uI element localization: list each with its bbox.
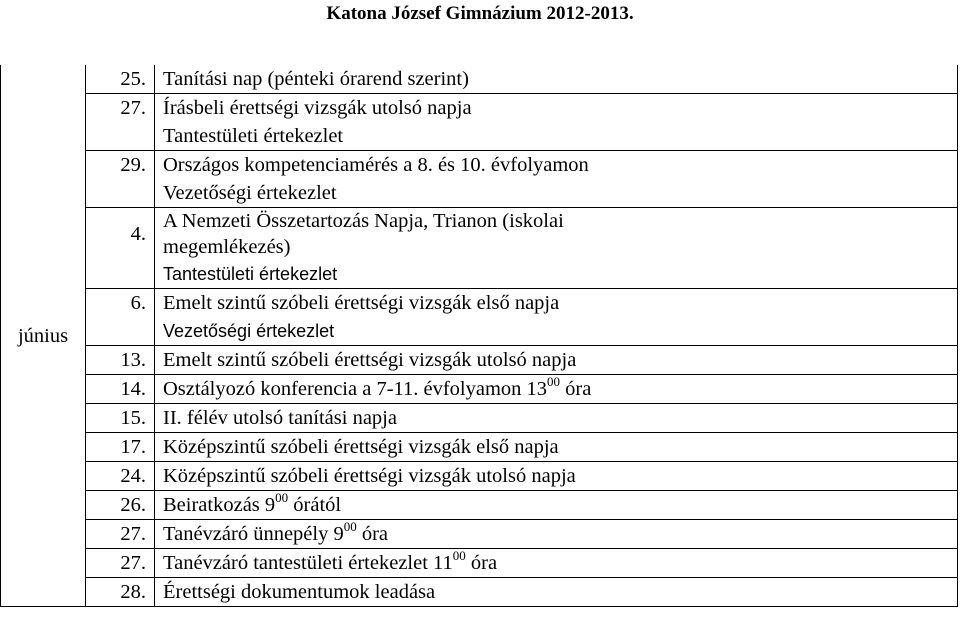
day-cell: 27. (86, 520, 155, 549)
table-row (1, 65, 958, 94)
day-cell: 6. (86, 289, 155, 318)
day-cell (86, 122, 155, 151)
day-cell (86, 179, 155, 208)
table-row (1, 491, 958, 520)
day-cell: 27. (86, 549, 155, 578)
table-row (1, 375, 958, 404)
table-row (1, 520, 958, 549)
event-text-line: A Nemzeti Összetartozás Napja, Trianon (iskolai (163, 210, 564, 232)
event-cell: Tanítási nap (pénteki órarend szerint) (155, 65, 958, 94)
event-cell: Írásbeli érettségi vizsgák utolsó napja (155, 94, 958, 123)
event-cell: Vezetőségi értekezlet (155, 179, 958, 208)
event-cell (155, 549, 958, 578)
day-cell: 29. (86, 151, 155, 180)
day-cell: 15. (86, 404, 155, 433)
day-cell: 25. (86, 65, 155, 94)
table-row (1, 94, 958, 123)
event-cell: Tantestületi értekezlet (155, 122, 958, 151)
table-row (1, 179, 958, 208)
month-label: június (1, 65, 86, 607)
day-cell (86, 317, 155, 346)
time-superscript: 00 (452, 548, 466, 564)
day-cell: 26. (86, 491, 155, 520)
table-row (1, 549, 958, 578)
time-superscript: 00 (275, 490, 289, 506)
event-cell: Vezetőségi értekezlet (155, 317, 958, 346)
event-cell: Tantestületi értekezlet (155, 260, 958, 289)
table-row (1, 317, 958, 346)
event-text: Beiratkozás 9 (163, 494, 276, 516)
event-text-suffix: óra (356, 523, 389, 545)
time-superscript: 00 (547, 374, 561, 390)
event-cell (155, 520, 958, 549)
time-superscript: 00 (343, 519, 357, 535)
day-cell (86, 260, 155, 289)
event-cell (155, 208, 958, 261)
table-row (1, 151, 958, 180)
event-cell: Országos kompetenciamérés a 8. és 10. évfolyamon (155, 151, 958, 180)
event-cell (155, 491, 958, 520)
table-row (1, 289, 958, 318)
event-text: Osztályozó konferencia a 7-11. évfolyamon 13 (163, 378, 548, 400)
table-row (1, 260, 958, 289)
day-cell: 24. (86, 462, 155, 491)
event-cell: Emelt szintű szóbeli érettségi vizsgák első napja (155, 289, 958, 318)
day-cell: 27. (86, 94, 155, 123)
table-row (1, 208, 958, 261)
page-header: Katona József Gimnázium 2012-2013. (326, 3, 634, 24)
event-cell: II. félév utolsó tanítási napja (155, 404, 958, 433)
table-row (1, 462, 958, 491)
event-cell: Középszintű szóbeli érettségi vizsgák utolsó napja (155, 462, 958, 491)
day-cell: 4. (86, 208, 155, 261)
table-row (1, 578, 958, 607)
day-cell: 17. (86, 433, 155, 462)
event-text-suffix: óra (465, 552, 498, 574)
event-text-suffix: óra (560, 378, 592, 400)
event-text-line: megemlékezés) (163, 236, 291, 258)
event-cell: Emelt szintű szóbeli érettségi vizsgák utolsó napja (155, 346, 958, 375)
table-row (1, 433, 958, 462)
table-row (1, 122, 958, 151)
event-cell (155, 375, 958, 404)
event-cell: Érettségi dokumentumok leadása (155, 578, 958, 607)
event-cell: Középszintű szóbeli érettségi vizsgák első napja (155, 433, 958, 462)
day-cell: 14. (86, 375, 155, 404)
event-text: Tanévzáró tantestületi értekezlet 11 (163, 552, 453, 574)
day-cell: 28. (86, 578, 155, 607)
event-text-suffix: órától (288, 494, 342, 516)
table-row (1, 404, 958, 433)
day-cell: 13. (86, 346, 155, 375)
june-calendar-table (0, 65, 958, 607)
event-text: Tanévzáró ünnepély 9 (163, 523, 344, 545)
table-row (1, 346, 958, 375)
